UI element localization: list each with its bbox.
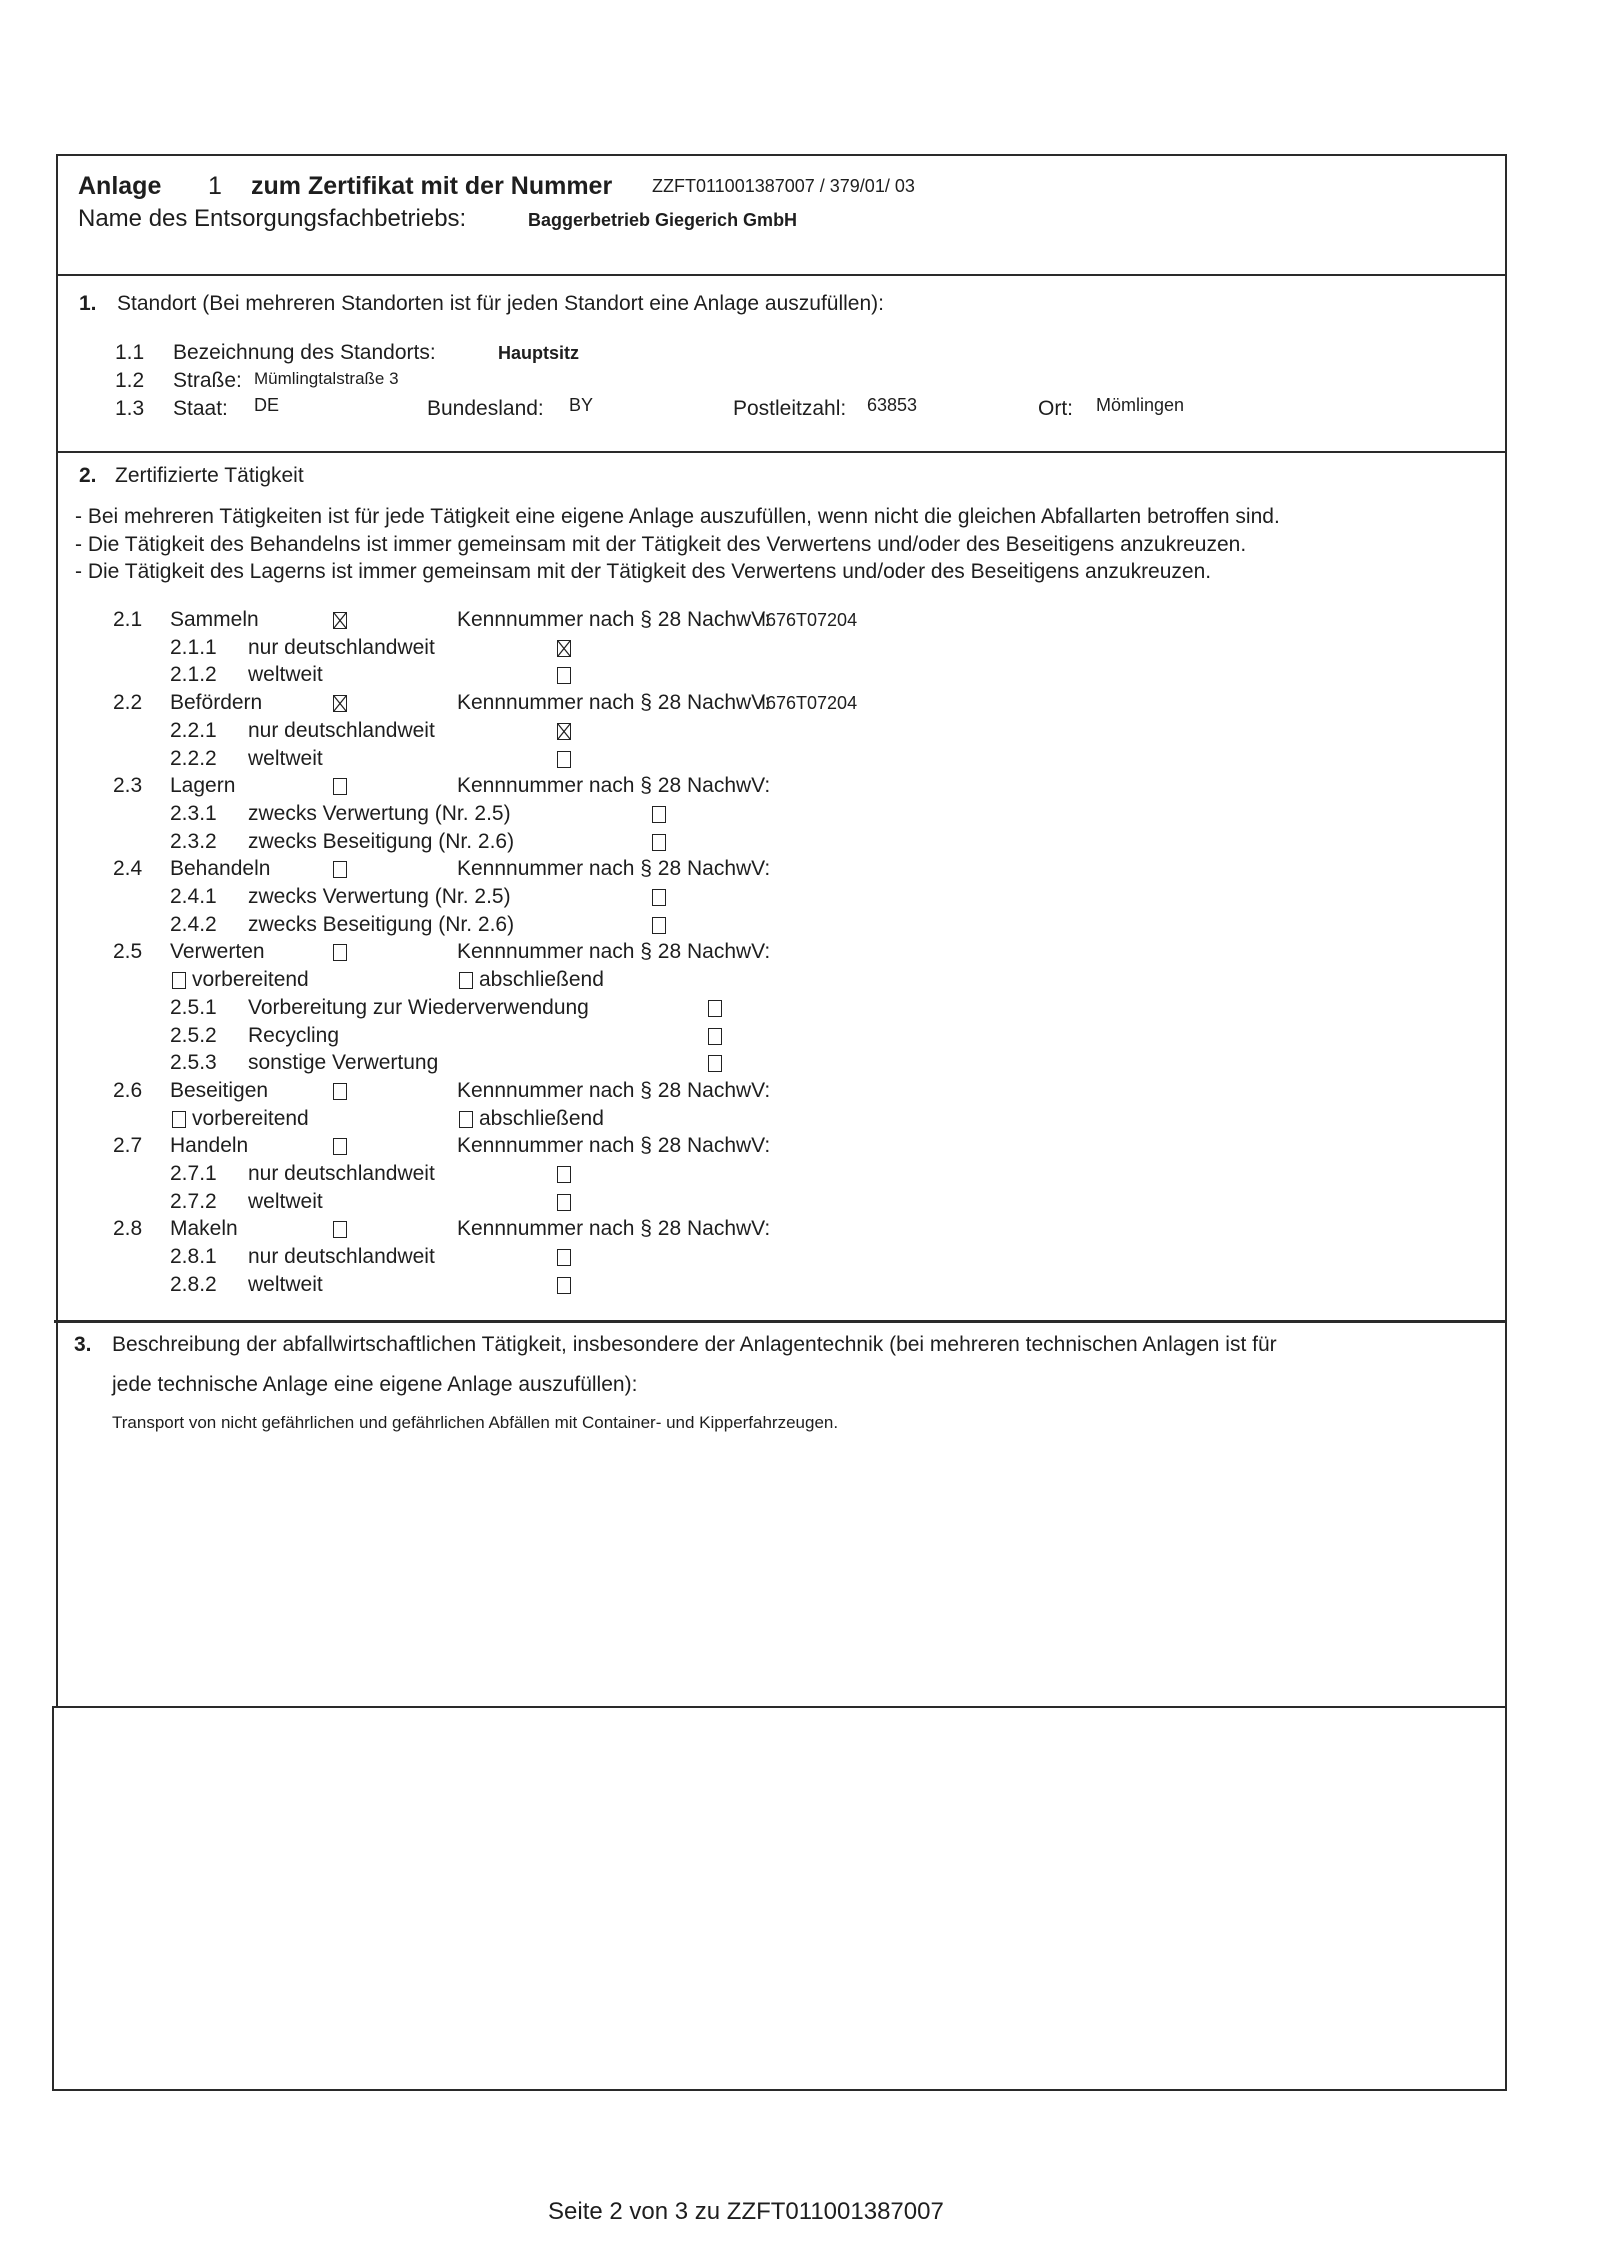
vorbereitend-label: vorbereitend <box>192 968 309 992</box>
sub-item-2-8-2-checkbox[interactable] <box>557 1277 571 1294</box>
sub-item-2-4-1-number: 2.4.1 <box>170 885 217 908</box>
frame-right <box>1505 154 1507 2091</box>
sub-item-2-5-2-checkbox[interactable] <box>708 1028 722 1045</box>
sub-item-2-8-1-checkbox[interactable] <box>557 1249 571 1266</box>
sub-item-2-7-2-checkbox[interactable] <box>557 1194 571 1211</box>
sub-item-2-3-2-checkbox[interactable] <box>652 834 666 851</box>
section3-title-line2: jede technische Anlage eine eigene Anlage auszufüllen): <box>112 1373 638 1396</box>
sub-item-2-5-3-number: 2.5.3 <box>170 1051 217 1075</box>
sub-item-2-7-2-label: weltweit <box>248 1189 323 1213</box>
sub-item-2-4-2-number: 2.4.2 <box>170 912 217 936</box>
sub-item-2-1-1-checkbox[interactable] <box>557 640 571 657</box>
note-2: - Die Tätigkeit des Behandelns ist immer gemeinsam mit der Tätigkeit des Verwertens und/oder des Beseitigens anzukreuzen. <box>75 533 1247 556</box>
bundesland-value: BY <box>569 395 594 415</box>
sub-item-2-5-1-number: 2.5.1 <box>170 995 217 1019</box>
sub-item-2-5-1-checkbox[interactable] <box>708 1000 722 1017</box>
sub-item-2-1-2-number: 2.1.2 <box>170 663 217 687</box>
sub-item-2-4-2-checkbox[interactable] <box>652 917 666 934</box>
sub-item-2-2-1-number: 2.2.1 <box>170 718 217 742</box>
sub-item-2-8-2-label: weltweit <box>248 1272 323 1296</box>
activity-2-1-kennnummer: I676T07204 <box>761 610 858 630</box>
sub-item-2-1-2-label: weltweit <box>248 663 323 687</box>
sub-item-2-4-2-label: zwecks Beseitigung (Nr. 2.6) <box>248 912 515 936</box>
strasse-value: Mümlingtalstraße 3 <box>254 369 399 388</box>
staat-value: DE <box>254 395 280 415</box>
sub-item-2-8-2-number: 2.8.2 <box>170 1272 217 1296</box>
activity-2-6-checkbox[interactable] <box>333 1083 347 1100</box>
anlage-label: Anlage <box>78 172 162 200</box>
section2-title: Zertifizierte Tätigkeit <box>115 464 304 487</box>
activity-2-8-label: Makeln <box>170 1217 238 1241</box>
sub-item-2-7-1-number: 2.7.1 <box>170 1162 217 1185</box>
sub-item-2-2-1-checkbox[interactable] <box>557 723 571 740</box>
activity-2-8-number: 2.8 <box>113 1217 143 1241</box>
frame-left <box>56 154 58 1707</box>
section3-number: 3. <box>74 1333 92 1356</box>
section3-description: Transport von nicht gefährlichen und gefährlichen Abfällen mit Container- und Kipperfahrzeugen. <box>112 1413 839 1432</box>
activity-2-2-kennnummer: I676T07204 <box>761 693 858 714</box>
divider-section2 <box>54 1320 1506 1323</box>
activity-2-1-checkbox[interactable] <box>333 612 347 629</box>
kennnummer-label: Kennnummer nach § 28 NachwV: <box>457 1078 771 1102</box>
kennnummer-label: Kennnummer nach § 28 NachwV: <box>457 691 771 715</box>
kennnummer-label: Kennnummer nach § 28 NachwV: <box>457 857 771 881</box>
sub-item-2-4-1-label: zwecks Verwertung (Nr. 2.5) <box>248 885 511 908</box>
divider-header <box>57 274 1507 276</box>
section1-title: Standort (Bei mehreren Standorten ist für jeden Standort eine Anlage auszufüllen): <box>117 292 884 315</box>
activity-2-1-label: Sammeln <box>170 608 259 631</box>
activity-2-3-label: Lagern <box>170 774 236 798</box>
vorbereitend-label: vorbereitend <box>192 1106 309 1130</box>
activity-2-6-number: 2.6 <box>113 1078 143 1102</box>
section2-number: 2. <box>79 464 97 487</box>
sub-item-2-7-1-checkbox[interactable] <box>557 1166 571 1183</box>
activity-2-8-checkbox[interactable] <box>333 1221 347 1238</box>
item-1-3-label: Staat: <box>173 397 228 420</box>
sub-item-2-3-1-checkbox[interactable] <box>652 806 666 823</box>
activity-2-7-label: Handeln <box>170 1134 249 1158</box>
sub-item-2-7-1-label: nur deutschlandweit <box>248 1162 435 1185</box>
activity-2-4-number: 2.4 <box>113 857 143 881</box>
zertifikat-label: zum Zertifikat mit der Nummer <box>251 172 613 200</box>
activity-2-5-checkbox[interactable] <box>333 944 347 961</box>
kennnummer-label: Kennnummer nach § 28 NachwV: <box>457 940 771 964</box>
anlage-number: 1 <box>208 172 222 200</box>
activity-2-3-checkbox[interactable] <box>333 778 347 795</box>
kennnummer-label: Kennnummer nach § 28 NachwV: <box>457 1134 771 1158</box>
abschliessend-label: abschließend <box>479 968 604 992</box>
item-1-2-number: 1.2 <box>115 369 145 392</box>
divider-section1 <box>57 451 1507 453</box>
standort-name-value: Hauptsitz <box>498 343 579 363</box>
sub-item-2-3-2-label: zwecks Beseitigung (Nr. 2.6) <box>248 829 515 853</box>
sub-item-2-5-3-label: sonstige Verwertung <box>248 1051 439 1075</box>
betrieb-name-value: Baggerbetrieb Giegerich GmbH <box>528 210 798 230</box>
plz-value: 63853 <box>867 395 918 415</box>
note-3: - Die Tätigkeit des Lagerns ist immer gemeinsam mit der Tätigkeit des Verwertens und/oder des Beseitigens anzukreuzen. <box>75 560 1212 583</box>
activity-2-4-label: Behandeln <box>170 857 271 881</box>
sub-item-2-7-2-number: 2.7.2 <box>170 1189 217 1213</box>
section1-number: 1. <box>79 292 97 315</box>
sub-item-2-8-1-number: 2.8.1 <box>170 1245 217 1269</box>
plz-label: Postleitzahl: <box>733 397 847 420</box>
activity-2-5-vorbereitend-checkbox[interactable] <box>172 972 186 989</box>
sub-item-2-2-2-number: 2.2.2 <box>170 746 217 770</box>
activity-2-4-checkbox[interactable] <box>333 861 347 878</box>
activity-2-3-number: 2.3 <box>113 774 143 798</box>
page-footer: Seite 2 von 3 zu ZZFT011001387007 <box>548 2198 944 2225</box>
frame-left-lower <box>52 1707 54 2091</box>
betrieb-name-label: Name des Entsorgungsfachbetriebs: <box>78 205 467 232</box>
activity-2-6-vorbereitend-checkbox[interactable] <box>172 1111 186 1128</box>
abschliessend-label: abschließend <box>479 1106 604 1130</box>
activity-2-5-label: Verwerten <box>170 940 265 964</box>
sub-item-2-2-1-label: nur deutschlandweit <box>248 718 435 742</box>
ort-label: Ort: <box>1038 397 1073 420</box>
kennnummer-label: Kennnummer nach § 28 NachwV: <box>457 608 771 631</box>
sub-item-2-4-1-checkbox[interactable] <box>652 889 666 906</box>
item-1-1-label: Bezeichnung des Standorts: <box>173 341 436 364</box>
zertifikat-number: ZZFT011001387007 / 379/01/ 03 <box>652 176 915 196</box>
activity-2-5-number: 2.5 <box>113 940 143 964</box>
sub-item-2-1-1-number: 2.1.1 <box>170 635 217 659</box>
activity-2-2-label: Befördern <box>170 691 263 715</box>
activity-2-1-number: 2.1 <box>113 608 143 631</box>
note-1: - Bei mehreren Tätigkeiten ist für jede Tätigkeit eine eigene Anlage auszufüllen, wenn nicht die gleichen Abfallarten betroffen sind. <box>75 505 1280 528</box>
activity-2-2-number: 2.2 <box>113 691 143 715</box>
kennnummer-label: Kennnummer nach § 28 NachwV: <box>457 1217 771 1241</box>
sub-item-2-5-2-number: 2.5.2 <box>170 1023 217 1047</box>
kennnummer-label: Kennnummer nach § 28 NachwV: <box>457 774 771 798</box>
bundesland-label: Bundesland: <box>427 397 544 420</box>
sub-item-2-1-1-label: nur deutschlandweit <box>248 635 435 659</box>
sub-item-2-5-2-label: Recycling <box>248 1023 340 1047</box>
sub-item-2-3-1-label: zwecks Verwertung (Nr. 2.5) <box>248 801 511 825</box>
activity-2-7-number: 2.7 <box>113 1134 143 1158</box>
item-1-3-number: 1.3 <box>115 397 145 420</box>
activity-2-6-abschliessend-checkbox[interactable] <box>459 1111 473 1128</box>
divider-section3 <box>52 1706 1506 1708</box>
sub-item-2-5-1-label: Vorbereitung zur Wiederverwendung <box>248 995 589 1019</box>
activity-2-2-checkbox[interactable] <box>333 695 347 712</box>
frame-bottom <box>52 2089 1506 2091</box>
sub-item-2-8-1-label: nur deutschlandweit <box>248 1245 435 1269</box>
ort-value: Mömlingen <box>1096 395 1185 415</box>
sub-item-2-5-3-checkbox[interactable] <box>708 1055 722 1072</box>
item-1-1-number: 1.1 <box>115 341 145 364</box>
section3-title-line1: Beschreibung der abfallwirtschaftlichen Tätigkeit, insbesondere der Anlagentechnik (bei mehreren technischen Anlagen ist für <box>112 1333 1277 1356</box>
sub-item-2-3-2-number: 2.3.2 <box>170 829 217 853</box>
item-1-2-label: Straße: <box>173 369 242 392</box>
sub-item-2-2-2-label: weltweit <box>248 746 323 770</box>
sub-item-2-3-1-number: 2.3.1 <box>170 801 217 825</box>
activity-2-6-label: Beseitigen <box>170 1078 269 1102</box>
activity-2-7-checkbox[interactable] <box>333 1138 347 1155</box>
activity-2-5-abschliessend-checkbox[interactable] <box>459 972 473 989</box>
frame-top <box>57 154 1507 156</box>
sub-item-2-2-2-checkbox[interactable] <box>557 751 571 768</box>
sub-item-2-1-2-checkbox[interactable] <box>557 667 571 684</box>
